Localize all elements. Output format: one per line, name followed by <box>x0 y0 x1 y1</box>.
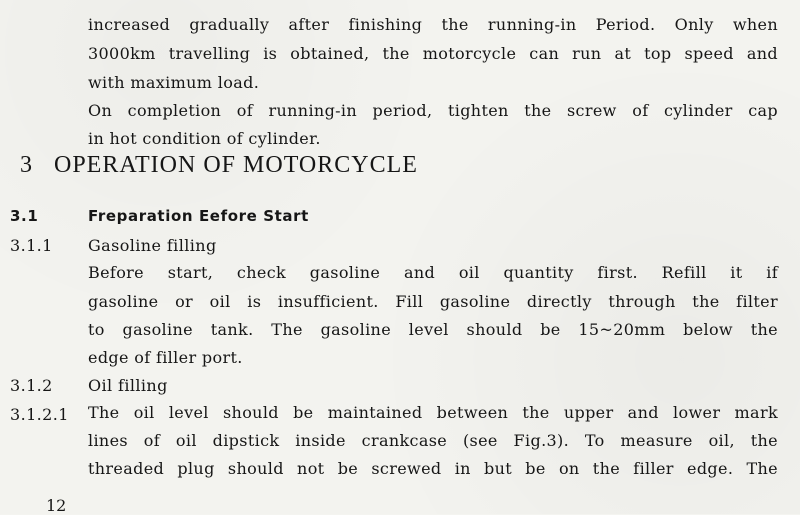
oil-heading <box>10 376 168 395</box>
gasoline-line-1: Before start, check gasoline and oil quantity first. Refill it if <box>88 263 778 282</box>
gasoline-line-2: gasoline or oil is insufficient. Fill gasoline directly through the filter <box>88 292 778 311</box>
gasoline-heading <box>10 236 217 255</box>
oil-level-number: 3.1.2.1 <box>10 405 69 424</box>
section-heading <box>20 152 418 179</box>
oil-title: Oil filling <box>88 376 168 395</box>
oil-level-line-2: lines of oil dipstick inside crankcase (see Fig.3). To measure oil, the <box>88 431 778 450</box>
intro-line-5: in hot condition of cylinder. <box>88 129 321 148</box>
gasoline-title: Gasoline filling <box>88 236 217 255</box>
section-number: 3 <box>20 152 33 178</box>
intro-line-4: On completion of running-in period, tighten the screw of cylinder cap <box>88 101 778 120</box>
intro-line-1: increased gradually after finishing the running-in Period. Only when <box>88 15 778 34</box>
subsection-title: Freparation Eefore Start <box>88 207 309 225</box>
gasoline-line-3: to gasoline tank. The gasoline level should be 15~20mm below the <box>88 320 778 339</box>
subsection-number: 3.1 <box>10 207 39 225</box>
oil-number: 3.1.2 <box>10 376 53 395</box>
gasoline-line-4: edge of filler port. <box>88 348 243 367</box>
gasoline-number: 3.1.1 <box>10 236 53 255</box>
page-number: 12 <box>46 496 67 515</box>
section-title: OPERATION OF MOTORCYCLE <box>54 152 418 178</box>
oil-level-line-1: The oil level should be maintained between the upper and lower mark <box>88 403 778 422</box>
intro-line-2: 3000km travelling is obtained, the motorcycle can run at top speed and <box>88 44 778 63</box>
oil-level-line-3: threaded plug should not be screwed in but be on the filler edge. The <box>88 459 778 478</box>
subsection-heading <box>10 207 309 225</box>
intro-line-3: with maximum load. <box>88 73 260 92</box>
